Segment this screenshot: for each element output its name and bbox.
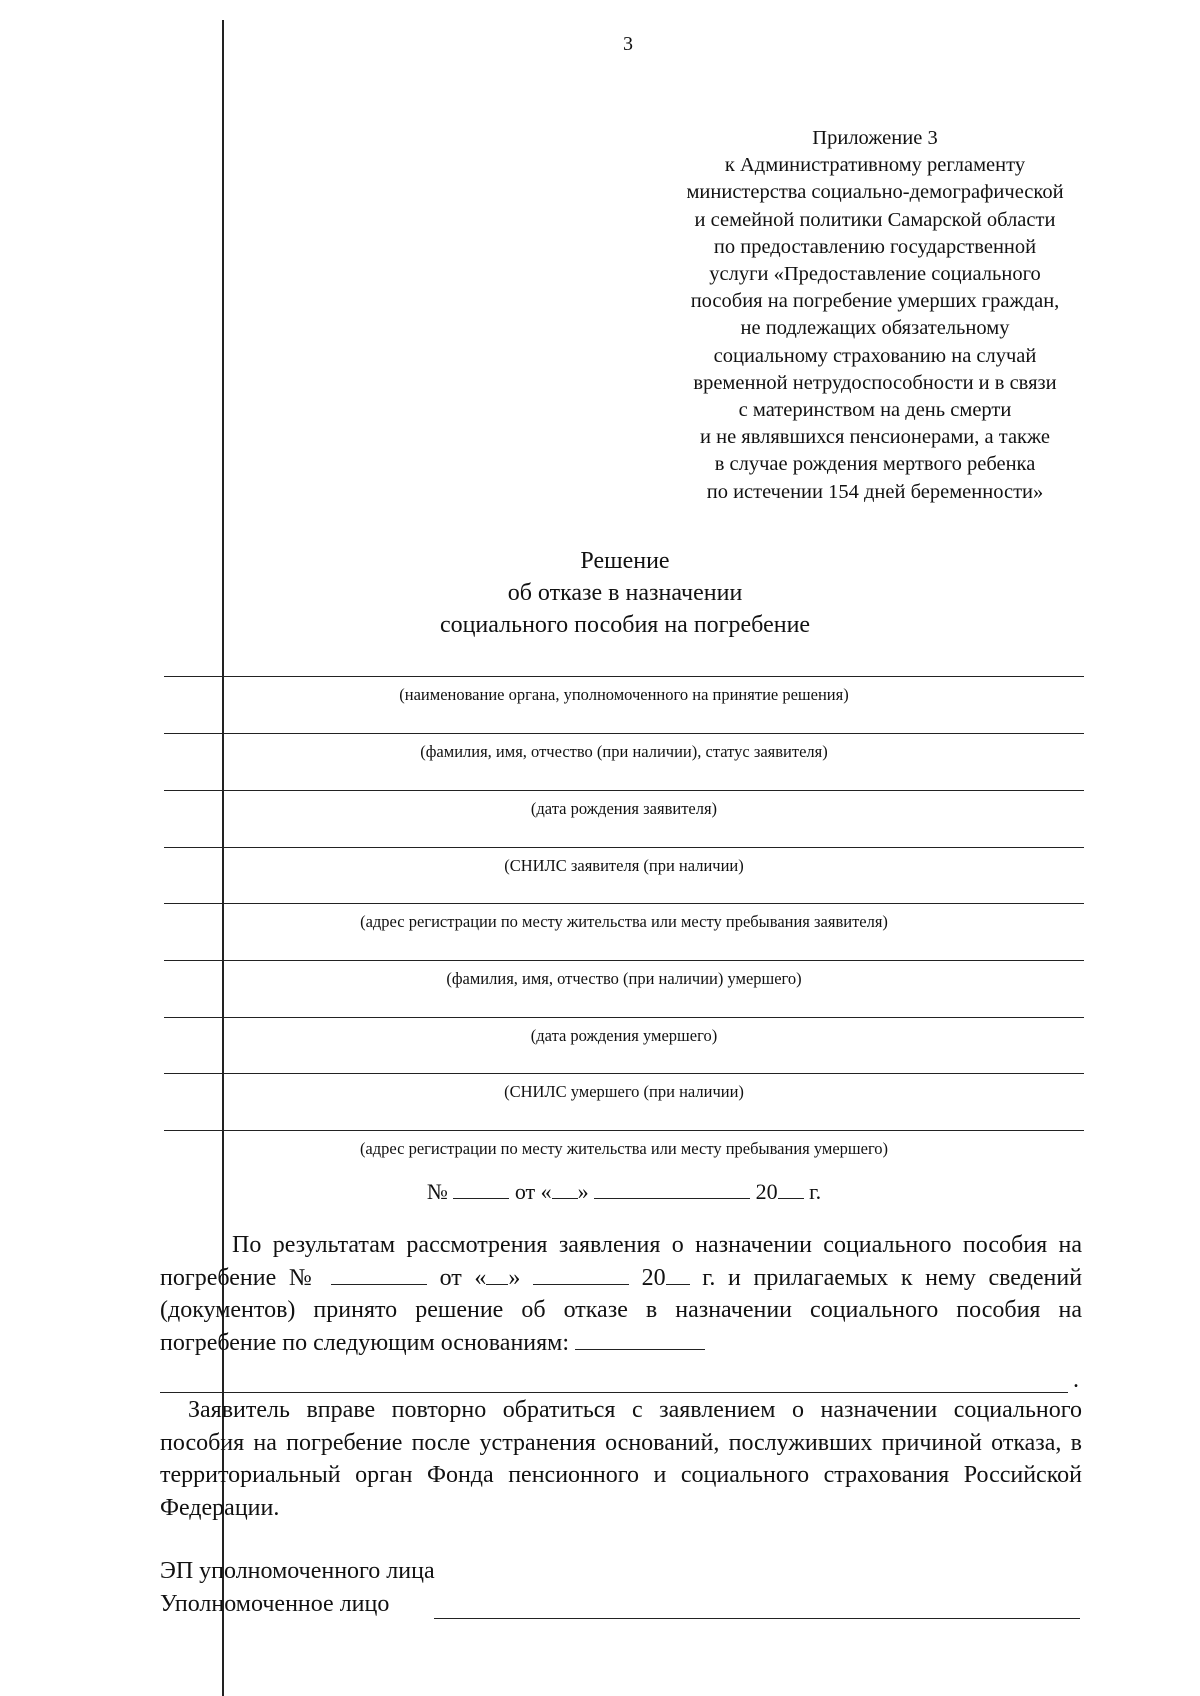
title-line: социального пособия на погребение — [439, 612, 811, 638]
date-open-quote: от « — [514, 1179, 552, 1204]
field-applicant-birthdate — [164, 790, 1084, 819]
authorized-person-label: Уполномоченное лицо — [160, 1591, 390, 1617]
year-suffix: г. — [809, 1179, 822, 1204]
field-deceased-name — [164, 960, 1084, 989]
field-deceased-address — [164, 1130, 1084, 1159]
paragraph-text: По результатам рассмотрения заявления о назначении социального пособия на погребение № — [160, 1232, 1082, 1291]
grounds-period: . — [1073, 1367, 1079, 1393]
field-caption: (СНИЛС умершего (при наличии) — [504, 1082, 744, 1101]
appendix-line: Приложение 3 — [812, 127, 938, 149]
paragraph-text: г. и прилагаемых к нему сведений (документов) принято решение об отказе в назначении социального пособия на погребение по следующим основаниям: — [160, 1264, 1083, 1356]
field-applicant-snils — [164, 847, 1084, 876]
grounds-blank — [575, 1329, 705, 1350]
application-year-blank — [666, 1264, 690, 1285]
field-caption: (фамилия, имя, отчество (при наличии) умершего) — [446, 969, 802, 988]
page-number: 3 — [623, 33, 633, 55]
appendix-line: по истечении 154 дней беременности» — [706, 480, 1044, 503]
year-blank — [778, 1178, 804, 1199]
application-month-blank — [533, 1264, 629, 1285]
title-line: об отказе в назначении — [507, 580, 743, 606]
appeal-paragraph — [160, 1394, 1082, 1524]
decision-paragraph — [160, 1229, 1082, 1359]
appendix-line: и семейной политики Самарской области — [694, 208, 1056, 231]
appendix-line: к Административному регламенту — [724, 154, 1026, 177]
year-prefix: 20 — [755, 1179, 778, 1204]
number-sign: № — [426, 1179, 448, 1204]
number-blank — [453, 1178, 509, 1199]
appendix-line: министерства социально-демографической — [686, 181, 1064, 204]
field-caption: (дата рождения умершего) — [530, 1026, 718, 1045]
field-caption: (наименование органа, уполномоченного на принятие решения) — [399, 685, 849, 704]
month-blank — [594, 1178, 750, 1199]
field-deceased-snils — [164, 1073, 1084, 1102]
field-caption: (дата рождения заявителя) — [530, 799, 718, 818]
field-applicant-address — [164, 903, 1084, 932]
appendix-line: социальному страхованию на случай — [713, 344, 1037, 367]
appendix-line: по предоставлению государственной — [713, 235, 1037, 258]
application-number-blank — [331, 1264, 427, 1285]
field-applicant-name — [164, 733, 1084, 762]
title-line: Решение — [580, 548, 670, 574]
appendix-line: с материнством на день смерти — [738, 399, 1012, 422]
document-title — [380, 545, 870, 641]
grounds-line — [160, 1392, 1068, 1393]
field-caption: (фамилия, имя, отчество (при наличии), статус заявителя) — [420, 742, 828, 761]
application-day-blank — [486, 1264, 508, 1285]
appendix-line: и не являвшихся пенсионерами, а также — [700, 426, 1050, 449]
paragraph-text: » — [508, 1264, 521, 1291]
date-close-quote: » — [577, 1179, 589, 1204]
paragraph-text: от « — [439, 1264, 487, 1291]
field-deceased-birthdate — [164, 1017, 1084, 1046]
appendix-line: временной нетрудоспособности и в связи — [693, 371, 1057, 394]
paragraph-text: 20 — [641, 1264, 666, 1291]
appendix-header — [640, 125, 1110, 506]
decision-number-line — [392, 1178, 856, 1205]
field-caption: (адрес регистрации по месту жительства или месту пребывания заявителя) — [360, 912, 888, 931]
appendix-line: услуги «Предоставление социального — [709, 263, 1041, 286]
ep-label: ЭП уполномоченного лица — [160, 1558, 435, 1584]
field-caption: (адрес регистрации по месту жительства или месту пребывания умершего) — [359, 1139, 889, 1158]
paragraph-text: Заявитель вправе повторно обратиться с заявлением о назначении социального пособия на погребение после устранения оснований, послуживших причиной отказа, в территориальный орган Фонда пенсионного и социального страхования Российской Федерации. — [160, 1397, 1082, 1521]
appendix-line: не подлежащих обязательному — [740, 317, 1010, 340]
appendix-line: пособия на погребение умерших граждан, — [690, 290, 1060, 313]
signature-line — [434, 1618, 1080, 1619]
field-authority-name — [164, 676, 1084, 705]
day-blank — [552, 1178, 578, 1199]
appendix-line: в случае рождения мертвого ребенка — [714, 453, 1036, 476]
field-caption: (СНИЛС заявителя (при наличии) — [504, 856, 744, 875]
